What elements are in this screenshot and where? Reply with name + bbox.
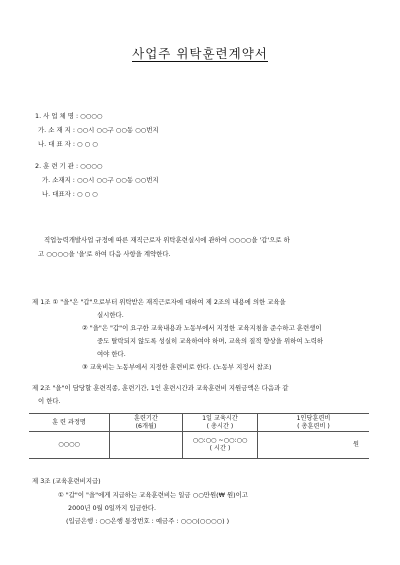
article1-item3: ③ 교육비는 노동부에서 지정한 훈련비로 한다. (노동부 지정서 참조) — [82, 363, 272, 371]
training-table — [29, 413, 369, 459]
cell-time-range: ○○:○○ ~○○:○○ — [192, 437, 248, 444]
party1-address: 가. 소 재 지 : ○○시 ○○구 ○○동 ○○번지 — [38, 126, 159, 134]
intro-line-1: 직업능력개발사업 규정에 따른 재직근로자 위탁훈련실시에 관하여 ○○○○을 '갑'으로 하 — [44, 236, 290, 244]
article3-line1: ① "갑"이 "을"에게 지급하는 교육훈련비는 일금 ○○만원(₩ 원)이고 — [58, 491, 248, 499]
cell-cost-unit: 원 — [353, 441, 359, 448]
cell-cost — [258, 432, 370, 459]
header-period-label: 훈련기간 — [134, 414, 158, 422]
header-daily-hours-label: 1일 교육시간 — [202, 414, 238, 422]
article1-item2-line2: 중도 탈락되지 않도록 성실히 교육하여야 하며, 교육의 질적 향상을 위하여 노력하 — [97, 337, 324, 345]
article3-line2: 2000년 0월 0일까지 입금한다. — [68, 504, 157, 512]
cell-time-total: ( 시간 ) — [209, 445, 231, 452]
article3-heading: 제 3조 (교육훈련비지급) — [32, 477, 101, 485]
title-underline — [132, 61, 268, 62]
article2-line2: 이 한다. — [38, 397, 61, 405]
header-daily-hours-sub: ( 총시간 ) — [206, 422, 234, 430]
party2-address: 가. 소재지 : ○○시 ○○구 ○○동 ○○번지 — [42, 176, 159, 184]
party2-name: 2. 훈 련 기 관 : ○○○○ — [35, 162, 103, 170]
party1-name: 1. 사 업 체 명 : ○○○○ — [35, 112, 103, 120]
intro-line-2: 고 ○○○○을 '을'로 하여 다음 사항을 계약한다. — [38, 250, 171, 258]
header-period — [110, 414, 183, 432]
cell-course: ○○○○ — [29, 432, 110, 459]
table-header-row — [29, 414, 369, 432]
party1-rep: 나. 대 표 자 : ○ ○ ○ — [38, 140, 98, 148]
article3-line3: (입금은행 : ○○은행 통장번호 : 예금주 : ○○○(○○○○) ) — [66, 517, 230, 525]
header-cost — [258, 414, 370, 432]
table-row — [29, 432, 369, 459]
cell-period — [110, 432, 183, 459]
article2-line1: 제 2조 "을"이 담당할 훈련직종, 훈련기간, 1인 훈련시간과 교육훈련비 지원금액은 다음과 같 — [32, 384, 289, 392]
article1-item2-line1: ② "을"은 "갑"이 요구한 교육내용과 노동부에서 지정한 교육지침을 준수하고 훈련생이 — [82, 324, 322, 332]
header-course: 훈 련 과정명 — [29, 414, 110, 432]
header-daily-hours — [183, 414, 258, 432]
party2-rep: 나. 대표자 : ○ ○ ○ — [42, 190, 98, 198]
article1-item1-line2: 실시한다. — [97, 311, 124, 319]
page-title: 사업주 위탁훈련계약서 — [132, 46, 268, 61]
header-cost-label: 1인당훈련비 — [296, 414, 331, 422]
article1-item2-line3: 여야 한다. — [97, 350, 126, 358]
article1-item1-line1: 제 1조 ① "을"은 "갑"으로부터 위탁받은 재직근로자에 대하여 제 2조의 내용에 의한 교육을 — [32, 298, 286, 306]
cell-time — [183, 432, 258, 459]
header-cost-sub: ( 총훈련비 ) — [297, 422, 330, 430]
header-period-sub: (6개월) — [135, 422, 157, 430]
